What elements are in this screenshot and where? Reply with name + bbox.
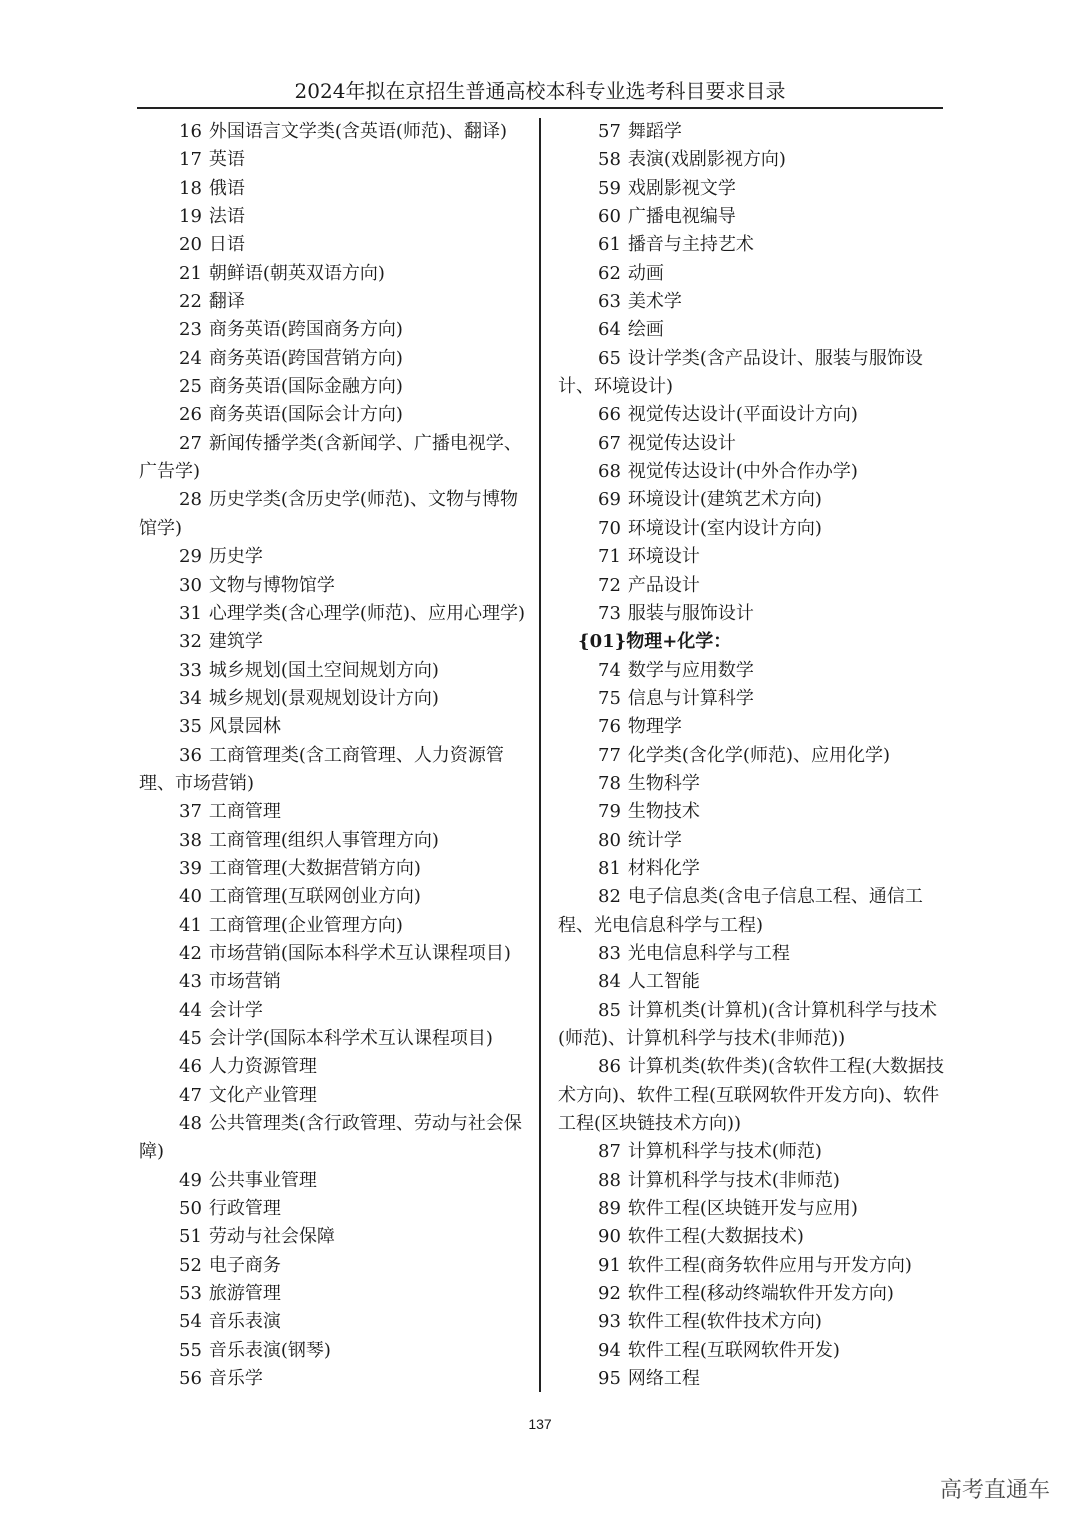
list-item xyxy=(139,798,527,826)
item-text: 计算机类(计算机)(含计算机科学与技术(师范)、计算机科学与技术(非师范)) xyxy=(558,999,937,1049)
list-item xyxy=(558,458,946,486)
item-text: 网络工程 xyxy=(627,1368,700,1390)
item-number: 52 xyxy=(179,1254,202,1276)
watermark: 高考直通车 xyxy=(939,1478,1050,1503)
item-number: 55 xyxy=(179,1339,202,1361)
list-item xyxy=(139,316,527,344)
item-text: 公共事业管理 xyxy=(208,1169,317,1191)
item-number: 83 xyxy=(598,942,621,964)
item-text: 工商管理类(含工商管理、人力资源管理、市场营销) xyxy=(139,744,504,794)
list-item xyxy=(139,685,527,713)
item-number: 33 xyxy=(179,659,202,681)
item-text: 环境设计 xyxy=(627,546,700,568)
item-text: 音乐表演 xyxy=(208,1311,281,1333)
list-item xyxy=(139,543,527,571)
item-text: 文化产业管理 xyxy=(208,1084,317,1106)
item-number: 34 xyxy=(179,687,202,709)
list-item xyxy=(139,231,527,259)
list-item xyxy=(139,1223,527,1251)
item-text: 设计学类(含产品设计、服装与服饰设计、环境设计) xyxy=(558,347,923,398)
list-item xyxy=(558,713,946,741)
item-number: 26 xyxy=(179,404,202,426)
item-text: 环境设计(室内设计方向) xyxy=(627,517,822,539)
item-text: 工商管理(大数据营销方向) xyxy=(208,857,421,879)
list-item xyxy=(558,175,946,203)
list-item xyxy=(558,1053,946,1138)
item-number: 24 xyxy=(179,347,202,369)
item-number: 31 xyxy=(179,602,202,624)
item-number: 35 xyxy=(179,716,202,738)
list-item xyxy=(558,486,946,514)
item-text: 表演(戏剧影视方向) xyxy=(627,149,786,171)
list-item xyxy=(558,798,946,826)
item-number: 67 xyxy=(598,432,621,454)
item-number: 59 xyxy=(598,177,621,199)
item-text: 建筑学 xyxy=(208,631,263,653)
list-item xyxy=(139,345,527,373)
list-item xyxy=(139,1365,527,1393)
item-text: 公共管理类(含行政管理、劳动与社会保障) xyxy=(139,1113,522,1163)
list-item xyxy=(139,1337,527,1365)
list-item xyxy=(139,657,527,685)
item-number: 39 xyxy=(179,857,202,879)
list-item xyxy=(558,1365,946,1393)
item-text: 电子信息类(含电子信息工程、通信工程、光电信息科学与工程) xyxy=(558,886,923,936)
list-item xyxy=(558,203,946,231)
item-number: 70 xyxy=(598,517,621,539)
item-number: 76 xyxy=(598,716,621,738)
item-number: 37 xyxy=(179,801,202,823)
page-number: 137 xyxy=(528,1416,552,1432)
item-text: 英语 xyxy=(208,149,245,171)
item-text: 市场营销(国际本科学术互认课程项目) xyxy=(208,942,511,964)
item-text: 软件工程(商务软件应用与开发方向) xyxy=(627,1254,912,1276)
item-number: 93 xyxy=(598,1311,621,1333)
item-number: 27 xyxy=(179,432,202,454)
item-number: 57 xyxy=(598,121,621,142)
list-item xyxy=(139,146,527,174)
list-item xyxy=(558,515,946,543)
list-item xyxy=(139,1082,527,1110)
list-item xyxy=(139,855,527,883)
item-number: 42 xyxy=(179,942,202,964)
list-item xyxy=(558,827,946,855)
item-number: 48 xyxy=(179,1113,202,1135)
list-item xyxy=(139,260,527,288)
item-text: 会计学 xyxy=(208,999,263,1021)
item-number: 66 xyxy=(598,404,621,426)
left-column xyxy=(139,118,527,1393)
list-item xyxy=(139,600,527,628)
item-number: 18 xyxy=(179,177,202,199)
item-number: 51 xyxy=(179,1226,202,1248)
list-item xyxy=(558,742,946,770)
item-number: 86 xyxy=(598,1056,621,1078)
item-number: 41 xyxy=(179,914,202,936)
item-number: 28 xyxy=(179,489,202,511)
item-number: 17 xyxy=(179,149,202,171)
list-item xyxy=(139,118,527,146)
item-number: 21 xyxy=(179,262,202,284)
list-item xyxy=(558,1308,946,1336)
item-text: 视觉传达设计(中外合作办学) xyxy=(627,461,858,483)
list-item xyxy=(139,288,527,316)
list-item xyxy=(139,1110,527,1167)
list-item xyxy=(139,1053,527,1081)
item-number: 73 xyxy=(598,602,621,624)
list-item xyxy=(139,827,527,855)
item-number: 19 xyxy=(179,206,202,228)
item-number: 65 xyxy=(598,347,621,369)
column-divider xyxy=(539,118,541,1392)
item-text: 旅游管理 xyxy=(208,1283,281,1305)
item-number: 40 xyxy=(179,886,202,908)
item-text: 新闻传播学类(含新闻学、广播电视学、广告学) xyxy=(139,432,522,483)
item-number: 68 xyxy=(598,461,621,483)
list-item xyxy=(139,628,527,656)
item-text: 数学与应用数学 xyxy=(627,659,754,681)
item-text: 统计学 xyxy=(627,829,682,851)
item-number: 20 xyxy=(179,234,202,256)
item-text: 商务英语(国际会计方向) xyxy=(208,404,403,426)
item-text: 计算机科学与技术(非师范) xyxy=(627,1169,840,1191)
list-item xyxy=(139,1252,527,1280)
item-text: 美术学 xyxy=(627,291,682,313)
item-number: 22 xyxy=(179,291,202,313)
item-text: 工商管理 xyxy=(208,801,281,823)
list-item xyxy=(558,288,946,316)
item-text: 俄语 xyxy=(208,177,245,199)
list-item xyxy=(139,203,527,231)
item-text: 朝鲜语(朝英双语方向) xyxy=(208,262,385,284)
item-text: 音乐表演(钢琴) xyxy=(208,1339,331,1361)
item-number: 49 xyxy=(179,1169,202,1191)
item-number: 16 xyxy=(179,121,202,142)
list-item xyxy=(558,997,946,1054)
item-text: 工商管理(互联网创业方向) xyxy=(208,886,421,908)
item-number: 71 xyxy=(598,546,621,568)
right-column xyxy=(558,118,946,1393)
item-text: 戏剧影视文学 xyxy=(627,177,736,199)
list-item xyxy=(139,572,527,600)
list-item xyxy=(558,231,946,259)
item-number: 90 xyxy=(598,1226,621,1248)
item-text: 风景园林 xyxy=(208,716,281,738)
list-item xyxy=(139,912,527,940)
list-item xyxy=(558,968,946,996)
item-number: 87 xyxy=(598,1141,621,1163)
item-number: 23 xyxy=(179,319,202,341)
item-number: 58 xyxy=(598,149,621,171)
list-item xyxy=(558,316,946,344)
item-text: 人工智能 xyxy=(627,971,700,993)
item-number: 36 xyxy=(179,744,202,766)
list-item xyxy=(558,1138,946,1166)
item-text: 服装与服饰设计 xyxy=(627,602,754,624)
item-number: 44 xyxy=(179,999,202,1021)
list-item xyxy=(558,685,946,713)
item-text: 行政管理 xyxy=(208,1198,281,1220)
item-text: 历史学类(含历史学(师范)、文物与博物馆学) xyxy=(139,489,518,539)
section-heading xyxy=(558,628,946,656)
item-text: 劳动与社会保障 xyxy=(208,1226,335,1248)
list-item xyxy=(558,600,946,628)
list-item xyxy=(558,855,946,883)
list-item xyxy=(558,146,946,174)
item-text: 信息与计算科学 xyxy=(627,687,754,709)
list-item xyxy=(139,940,527,968)
item-number: 46 xyxy=(179,1056,202,1078)
item-number: 80 xyxy=(598,829,621,851)
item-text: 环境设计(建筑艺术方向) xyxy=(627,489,822,511)
page-title: 2024年拟在京招生普通高校本科专业选考科目要求目录 xyxy=(294,79,786,103)
list-item xyxy=(139,373,527,401)
item-number: 53 xyxy=(179,1283,202,1305)
item-text: 软件工程(互联网软件开发) xyxy=(627,1339,840,1361)
item-text: 商务英语(跨国营销方向) xyxy=(208,347,403,369)
list-item xyxy=(558,345,946,402)
item-text: 生物技术 xyxy=(627,801,700,823)
item-text: 心理学类(含心理学(师范)、应用心理学) xyxy=(208,602,525,624)
item-number: 85 xyxy=(598,999,621,1021)
item-number: 88 xyxy=(598,1169,621,1191)
list-item xyxy=(558,1252,946,1280)
item-text: 商务英语(跨国商务方向) xyxy=(208,319,403,341)
list-item xyxy=(558,572,946,600)
item-number: 50 xyxy=(179,1198,202,1220)
item-number: 81 xyxy=(598,857,621,879)
item-number: 25 xyxy=(179,376,202,398)
header-rule xyxy=(137,107,943,109)
list-item xyxy=(139,1308,527,1336)
item-text: 软件工程(区块链开发与应用) xyxy=(627,1198,858,1220)
item-text: 材料化学 xyxy=(627,857,700,879)
item-number: 77 xyxy=(598,744,621,766)
list-item xyxy=(139,883,527,911)
item-text: 光电信息科学与工程 xyxy=(627,942,790,964)
list-item xyxy=(558,118,946,146)
item-text: 工商管理(企业管理方向) xyxy=(208,914,403,936)
item-number: 61 xyxy=(598,234,621,256)
item-text: 外国语言文学类(含英语(师范)、翻译) xyxy=(208,121,507,142)
item-text: 历史学 xyxy=(208,546,263,568)
item-text: 计算机科学与技术(师范) xyxy=(627,1141,822,1163)
item-number: 74 xyxy=(598,659,621,681)
item-number: 56 xyxy=(179,1368,202,1390)
item-number: 30 xyxy=(179,574,202,596)
item-text: 生物科学 xyxy=(627,772,700,794)
list-item xyxy=(139,486,527,543)
item-number: 69 xyxy=(598,489,621,511)
item-number: 92 xyxy=(598,1283,621,1305)
item-number: 72 xyxy=(598,574,621,596)
list-item xyxy=(558,883,946,940)
item-text: 法语 xyxy=(208,206,245,228)
item-number: 62 xyxy=(598,262,621,284)
item-text: {01}物理+化学： xyxy=(578,631,732,653)
item-number: 79 xyxy=(598,801,621,823)
list-item xyxy=(558,940,946,968)
list-item xyxy=(558,1167,946,1195)
list-item xyxy=(139,1195,527,1223)
item-number: 63 xyxy=(598,291,621,313)
item-text: 软件工程(软件技术方向) xyxy=(627,1311,822,1333)
item-text: 工商管理(组织人事管理方向) xyxy=(208,829,439,851)
item-text: 物理学 xyxy=(627,716,682,738)
list-item xyxy=(558,401,946,429)
item-number: 94 xyxy=(598,1339,621,1361)
item-number: 91 xyxy=(598,1254,621,1276)
item-text: 市场营销 xyxy=(208,971,281,993)
item-number: 82 xyxy=(598,886,621,908)
list-item xyxy=(139,1280,527,1308)
item-text: 产品设计 xyxy=(627,574,700,596)
item-text: 动画 xyxy=(627,262,664,284)
item-number: 60 xyxy=(598,206,621,228)
item-text: 城乡规划(国土空间规划方向) xyxy=(208,659,439,681)
item-text: 翻译 xyxy=(208,291,245,313)
item-number: 32 xyxy=(179,631,202,653)
list-item xyxy=(558,1337,946,1365)
item-number: 29 xyxy=(179,546,202,568)
item-text: 播音与主持艺术 xyxy=(627,234,754,256)
item-text: 软件工程(移动终端软件开发方向) xyxy=(627,1283,894,1305)
item-number: 64 xyxy=(598,319,621,341)
item-number: 95 xyxy=(598,1368,621,1390)
item-text: 舞蹈学 xyxy=(627,121,682,142)
item-text: 广播电视编导 xyxy=(627,206,736,228)
item-number: 45 xyxy=(179,1028,202,1049)
list-item xyxy=(139,1025,527,1053)
list-item xyxy=(139,1167,527,1195)
item-number: 89 xyxy=(598,1198,621,1220)
list-item xyxy=(558,260,946,288)
item-text: 绘画 xyxy=(627,319,664,341)
item-text: 软件工程(大数据技术) xyxy=(627,1226,804,1248)
list-item xyxy=(139,742,527,799)
list-item xyxy=(558,543,946,571)
list-item xyxy=(558,657,946,685)
item-number: 54 xyxy=(179,1311,202,1333)
item-text: 视觉传达设计 xyxy=(627,432,736,454)
item-number: 78 xyxy=(598,772,621,794)
item-text: 音乐学 xyxy=(208,1368,263,1390)
list-item xyxy=(139,430,527,487)
item-text: 人力资源管理 xyxy=(208,1056,317,1078)
item-text: 计算机类(软件类)(含软件工程(大数据技术方向)、软件工程(互联网软件开发方向)、软件工程(区块链技术方向)) xyxy=(558,1056,944,1135)
list-item xyxy=(558,770,946,798)
item-text: 电子商务 xyxy=(208,1254,281,1276)
list-item xyxy=(139,713,527,741)
item-text: 化学类(含化学(师范)、应用化学) xyxy=(627,744,890,766)
item-text: 会计学(国际本科学术互认课程项目) xyxy=(208,1028,493,1049)
item-text: 日语 xyxy=(208,234,245,256)
item-text: 城乡规划(景观规划设计方向) xyxy=(208,687,439,709)
item-text: 商务英语(国际金融方向) xyxy=(208,376,403,398)
item-number: 84 xyxy=(598,971,621,993)
item-number: 43 xyxy=(179,971,202,993)
item-number: 47 xyxy=(179,1084,202,1106)
list-item xyxy=(139,997,527,1025)
list-item xyxy=(558,1280,946,1308)
item-text: 文物与博物馆学 xyxy=(208,574,335,596)
list-item xyxy=(139,968,527,996)
list-item xyxy=(139,401,527,429)
item-number: 38 xyxy=(179,829,202,851)
list-item xyxy=(558,1223,946,1251)
list-item xyxy=(139,175,527,203)
list-item xyxy=(558,1195,946,1223)
list-item xyxy=(558,430,946,458)
item-number: 75 xyxy=(598,687,621,709)
item-text: 视觉传达设计(平面设计方向) xyxy=(627,404,858,426)
